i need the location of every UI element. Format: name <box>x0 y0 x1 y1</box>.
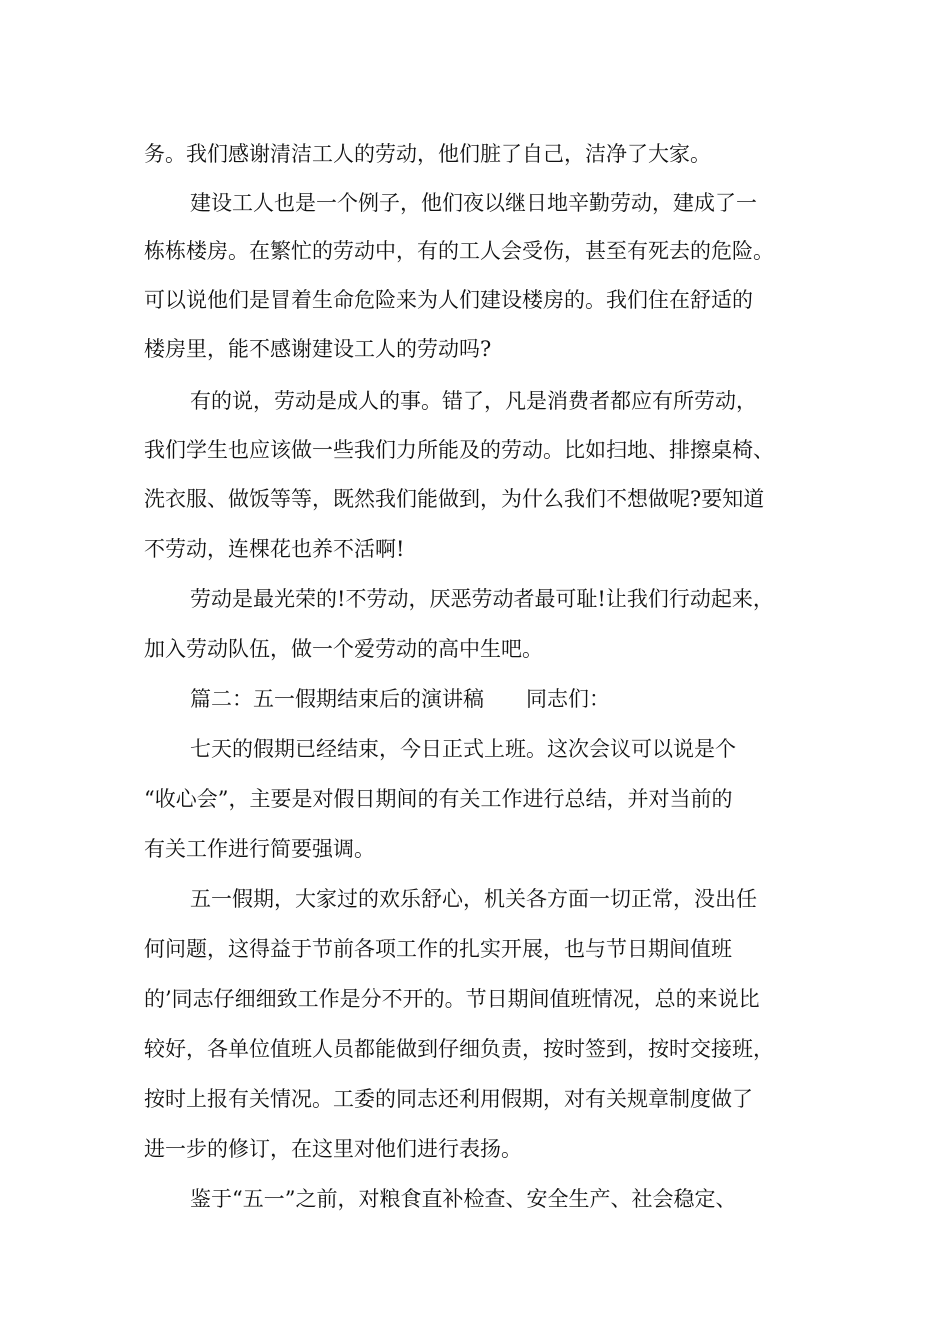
text-line: 进一步的修订，在这里对他们进行表扬。 <box>144 1137 522 1161</box>
text-line: 洗衣服、做饭等等，既然我们能做到，为什么我们不想做呢?要知道 <box>144 487 765 511</box>
text-line: 有的说，劳动是成人的事。错了，凡是消费者都应有所劳动， <box>190 389 757 413</box>
text-line: 有关工作进行简要强调。 <box>144 837 375 861</box>
text-line: 五一假期，大家过的欢乐舒心，机关各方面一切正常，没出任 <box>190 887 757 911</box>
text-line: 我们学生也应该做一些我们力所能及的劳动。比如扫地、排擦桌椅、 <box>144 438 774 462</box>
text-line: 鉴于“五一”之前，对粮食直补检查、安全生产、社会稳定、 <box>190 1187 737 1211</box>
text-line: 劳动是最光荣的!不劳动，厌恶劳动者最可耻!让我们行动起来， <box>190 587 774 611</box>
text-line: 务。我们感谢清洁工人的劳动，他们脏了自己，洁净了大家。 <box>144 142 711 166</box>
text-line: 按时上报有关情况。工委的同志还利用假期，对有关规章制度做了 <box>144 1087 753 1111</box>
text-line: 较好，各单位值班人员都能做到仔细负责，按时签到，按时交接班， <box>144 1037 774 1061</box>
text-line: 加入劳动队伍，做一个爱劳动的高中生吧。 <box>144 637 543 661</box>
text-line: 建设工人也是一个例子，他们夜以继日地辛勤劳动，建成了一 <box>190 191 757 215</box>
section-heading: 篇二：五一假期结束后的演讲稿 同志们： <box>190 687 610 711</box>
text-line: “收心会”，主要是对假日期间的有关工作进行总结，并对当前的 <box>144 787 733 811</box>
text-line: 可以说他们是冒着生命危险来为人们建设楼房的。我们住在舒适的 <box>144 288 753 312</box>
text-line: 栋栋楼房。在繁忙的劳动中，有的工人会受伤，甚至有死去的危险。 <box>144 239 774 263</box>
text-line: 楼房里，能不感谢建设工人的劳动吗? <box>144 337 492 361</box>
text-line: 的’同志仔细细致工作是分不开的。节日期间值班情况，总的来说比 <box>144 987 760 1011</box>
text-line: 不劳动，连棵花也养不活啊! <box>144 537 405 561</box>
text-line: 七天的假期已经结束，今日正式上班。这次会议可以说是个 <box>190 737 736 761</box>
text-line: 何问题，这得益于节前各项工作的扎实开展，也与节日期间值班 <box>144 937 732 961</box>
